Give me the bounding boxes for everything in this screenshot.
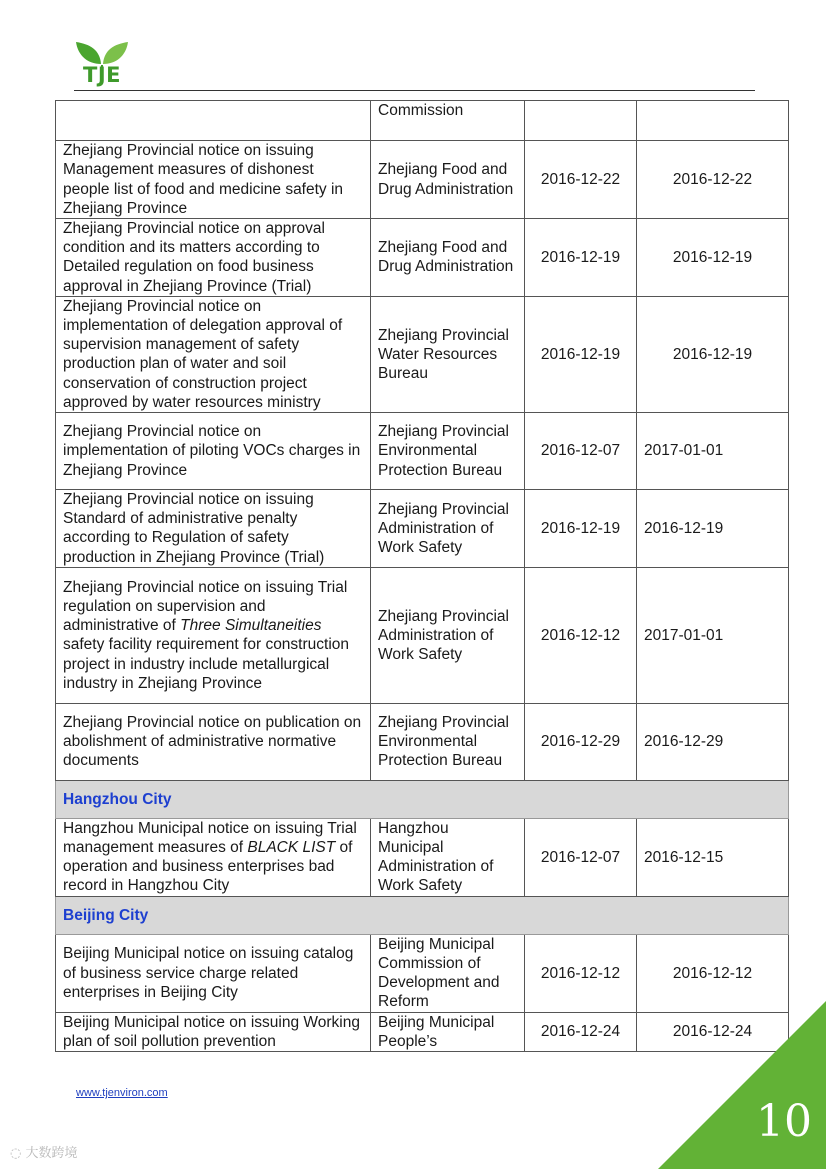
authority-cell: Hangzhou Municipal Administration of Work Safety xyxy=(371,818,525,896)
title-text: of operation and business enterprises bad record in Hangzhou City xyxy=(63,839,353,895)
effective-cell: 2016-12-19 xyxy=(637,219,789,297)
title-text: Zhejiang Provincial notice on issuing Trial regulation on supervision and administrative of xyxy=(63,578,348,635)
title-cell: Beijing Municipal notice on issuing catalog of business service charge related enterprises in Beijing City xyxy=(56,934,371,1012)
effective-cell: 2016-12-22 xyxy=(637,141,789,219)
table-row xyxy=(56,413,789,490)
website-link[interactable]: www.tjenviron.com xyxy=(76,1087,168,1099)
title-cell: Zhejiang Provincial notice on approval condition and its matters according to Detailed regulation on food business approval in Zhejiang Province (Trial) xyxy=(56,219,371,297)
issued-cell: 2016-12-12 xyxy=(525,567,637,703)
authority-cell: Zhejiang Food and Drug Administration xyxy=(371,141,525,219)
authority-cell: Zhejiang Provincial Administration of Work Safety xyxy=(371,490,525,568)
regulations-table xyxy=(55,100,789,1052)
table-row xyxy=(56,219,789,297)
effective-cell xyxy=(637,101,789,141)
table-row xyxy=(56,818,789,896)
issued-cell: 2016-12-24 xyxy=(525,1012,637,1051)
section-heading-row xyxy=(56,896,789,934)
table-row xyxy=(56,490,789,568)
title-cell xyxy=(56,101,371,141)
page-number: 10 xyxy=(756,1096,812,1147)
issued-cell: 2016-12-12 xyxy=(525,934,637,1012)
section-heading: Beijing City xyxy=(56,896,789,934)
issued-cell xyxy=(525,101,637,141)
effective-cell: 2017-01-01 xyxy=(637,413,789,490)
title-cell xyxy=(56,818,371,896)
table-row xyxy=(56,703,789,780)
authority-cell: Zhejiang Provincial Environmental Protection Bureau xyxy=(371,413,525,490)
effective-cell: 2016-12-12 xyxy=(637,934,789,1012)
title-text: Hangzhou Municipal notice on issuing Trial management measures of xyxy=(63,819,357,857)
tje-logo xyxy=(74,38,130,90)
title-cell: Zhejiang Provincial notice on implementation of piloting VOCs charges in Zhejiang Province xyxy=(56,413,371,490)
section-heading: Hangzhou City xyxy=(56,780,789,818)
issued-cell: 2016-12-07 xyxy=(525,413,637,490)
title-cell: Zhejiang Provincial notice on publication on abolishment of administrative normative documents xyxy=(56,703,371,780)
title-cell xyxy=(56,567,371,703)
authority-cell: Zhejiang Provincial Water Resources Bureau xyxy=(371,296,525,412)
authority-cell: Beijing Municipal People’s xyxy=(371,1012,525,1051)
title-emphasis: BLACK LIST xyxy=(247,839,336,857)
effective-cell: 2016-12-24 xyxy=(637,1012,789,1051)
effective-cell: 2017-01-01 xyxy=(637,567,789,703)
authority-cell: Zhejiang Provincial Administration of Work Safety xyxy=(371,567,525,703)
issued-cell: 2016-12-19 xyxy=(525,219,637,297)
title-text: safety facility requirement for construction project in industry include metallurgical industry in Zhejiang Province xyxy=(63,636,350,692)
effective-cell: 2016-12-15 xyxy=(637,818,789,896)
title-cell: Zhejiang Provincial notice on issuing Management measures of dishonest people list of food and medicine safety in Zhejiang Province xyxy=(56,141,371,219)
watermark xyxy=(10,1142,78,1161)
title-cell: Zhejiang Provincial notice on implementation of delegation approval of supervision management of safety production plan of water and soil conservation of construction project approved by water resources ministry xyxy=(56,296,371,412)
table-row xyxy=(56,296,789,412)
authority-cell: Zhejiang Provincial Environmental Protection Bureau xyxy=(371,703,525,780)
watermark-text: 大数跨境 xyxy=(25,1146,78,1161)
title-cell: Beijing Municipal notice on issuing Working plan of soil pollution prevention xyxy=(56,1012,371,1051)
section-heading-row xyxy=(56,780,789,818)
authority-cell: Beijing Municipal Commission of Development and Reform xyxy=(371,934,525,1012)
logo-text: TJE xyxy=(83,63,121,87)
issued-cell: 2016-12-22 xyxy=(525,141,637,219)
issued-cell: 2016-12-07 xyxy=(525,818,637,896)
effective-cell: 2016-12-29 xyxy=(637,703,789,780)
issued-cell: 2016-12-19 xyxy=(525,490,637,568)
table-row xyxy=(56,101,789,141)
authority-cell: Zhejiang Food and Drug Administration xyxy=(371,219,525,297)
header-rule xyxy=(74,90,755,91)
authority-cell: Commission xyxy=(371,101,525,141)
table-row xyxy=(56,567,789,703)
title-emphasis: Three Simultaneities xyxy=(180,617,322,635)
issued-cell: 2016-12-19 xyxy=(525,296,637,412)
issued-cell: 2016-12-29 xyxy=(525,703,637,780)
table-row xyxy=(56,141,789,219)
watermark-icon: ◌ xyxy=(10,1146,22,1161)
title-cell: Zhejiang Provincial notice on issuing Standard of administrative penalty according to Regulation of safety production in Zhejiang Province (Trial) xyxy=(56,490,371,568)
effective-cell: 2016-12-19 xyxy=(637,296,789,412)
effective-cell: 2016-12-19 xyxy=(637,490,789,568)
